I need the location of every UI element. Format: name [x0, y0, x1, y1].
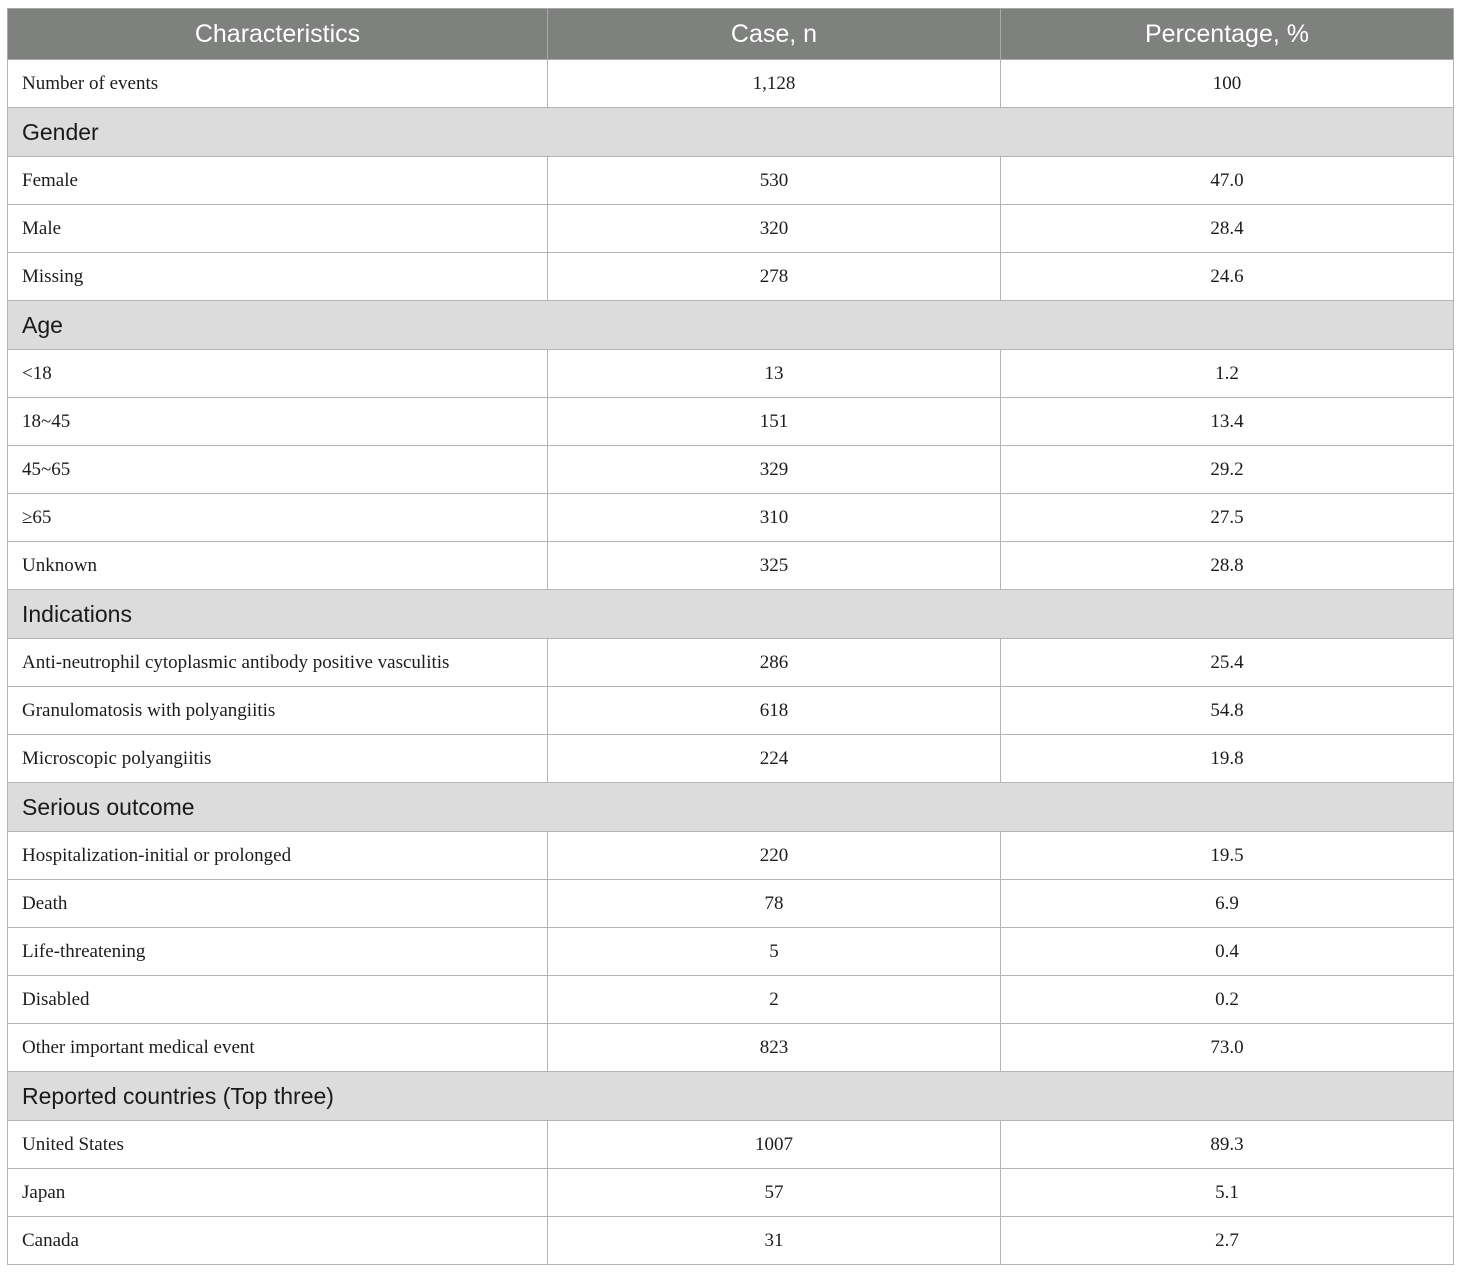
row-percentage: 2.7 [1001, 1217, 1454, 1265]
row-case-count: 57 [548, 1169, 1001, 1217]
row-percentage: 19.8 [1001, 735, 1454, 783]
row-label: Disabled [8, 976, 548, 1024]
header-percentage: Percentage, % [1001, 9, 1454, 60]
row-label: Other important medical event [8, 1024, 548, 1072]
section-header-row [8, 783, 1454, 832]
row-label: United States [8, 1121, 548, 1169]
row-percentage: 29.2 [1001, 446, 1454, 494]
section-title: Gender [8, 108, 1454, 157]
row-case-count: 325 [548, 542, 1001, 590]
table-row [8, 928, 1454, 976]
row-label: Microscopic polyangiitis [8, 735, 548, 783]
table-row [8, 639, 1454, 687]
table-row [8, 157, 1454, 205]
row-case-count: 823 [548, 1024, 1001, 1072]
table-row [8, 880, 1454, 928]
row-percentage: 19.5 [1001, 832, 1454, 880]
row-case-count: 530 [548, 157, 1001, 205]
header-characteristics: Characteristics [8, 9, 548, 60]
row-label: Hospitalization-initial or prolonged [8, 832, 548, 880]
row-percentage: 89.3 [1001, 1121, 1454, 1169]
row-label: Canada [8, 1217, 548, 1265]
row-case-count: 278 [548, 253, 1001, 301]
row-label: Number of events [8, 60, 548, 108]
row-percentage: 6.9 [1001, 880, 1454, 928]
row-case-count: 31 [548, 1217, 1001, 1265]
row-label: Granulomatosis with polyangiitis [8, 687, 548, 735]
characteristics-table [7, 8, 1454, 1265]
table-row [8, 735, 1454, 783]
table-row [8, 1121, 1454, 1169]
table-row [8, 494, 1454, 542]
table-row [8, 687, 1454, 735]
row-case-count: 13 [548, 350, 1001, 398]
row-case-count: 1,128 [548, 60, 1001, 108]
row-case-count: 78 [548, 880, 1001, 928]
table-row [8, 832, 1454, 880]
row-label: Life-threatening [8, 928, 548, 976]
row-case-count: 320 [548, 205, 1001, 253]
row-percentage: 13.4 [1001, 398, 1454, 446]
table-row [8, 1169, 1454, 1217]
row-percentage: 28.8 [1001, 542, 1454, 590]
row-case-count: 2 [548, 976, 1001, 1024]
row-label: 18~45 [8, 398, 548, 446]
row-case-count: 220 [548, 832, 1001, 880]
row-label: Missing [8, 253, 548, 301]
section-header-row [8, 108, 1454, 157]
section-title: Reported countries (Top three) [8, 1072, 1454, 1121]
row-case-count: 618 [548, 687, 1001, 735]
row-percentage: 73.0 [1001, 1024, 1454, 1072]
row-percentage: 0.4 [1001, 928, 1454, 976]
row-percentage: 25.4 [1001, 639, 1454, 687]
table-row [8, 542, 1454, 590]
table-row [8, 398, 1454, 446]
table-row [8, 205, 1454, 253]
row-label: 45~65 [8, 446, 548, 494]
section-title: Indications [8, 590, 1454, 639]
table-row [8, 350, 1454, 398]
section-title: Serious outcome [8, 783, 1454, 832]
row-percentage: 100 [1001, 60, 1454, 108]
row-label: Unknown [8, 542, 548, 590]
section-header-row [8, 590, 1454, 639]
header-case-n: Case, n [548, 9, 1001, 60]
row-percentage: 47.0 [1001, 157, 1454, 205]
row-label: Anti-neutrophil cytoplasmic antibody positive vasculitis [8, 639, 548, 687]
row-percentage: 5.1 [1001, 1169, 1454, 1217]
section-header-row [8, 301, 1454, 350]
row-case-count: 1007 [548, 1121, 1001, 1169]
row-label: Death [8, 880, 548, 928]
row-label: Japan [8, 1169, 548, 1217]
section-header-row [8, 1072, 1454, 1121]
row-percentage: 0.2 [1001, 976, 1454, 1024]
table-row [8, 446, 1454, 494]
table-row [8, 1217, 1454, 1265]
row-percentage: 1.2 [1001, 350, 1454, 398]
row-case-count: 329 [548, 446, 1001, 494]
row-percentage: 27.5 [1001, 494, 1454, 542]
row-case-count: 151 [548, 398, 1001, 446]
row-case-count: 5 [548, 928, 1001, 976]
section-title: Age [8, 301, 1454, 350]
row-percentage: 28.4 [1001, 205, 1454, 253]
row-label: Male [8, 205, 548, 253]
row-label: Female [8, 157, 548, 205]
table-row [8, 253, 1454, 301]
row-percentage: 24.6 [1001, 253, 1454, 301]
row-case-count: 310 [548, 494, 1001, 542]
table-row [8, 976, 1454, 1024]
row-label: <18 [8, 350, 548, 398]
table-body [8, 60, 1454, 1265]
row-label: ≥65 [8, 494, 548, 542]
table-row [8, 1024, 1454, 1072]
summary-row [8, 60, 1454, 108]
header-row [8, 9, 1454, 60]
row-percentage: 54.8 [1001, 687, 1454, 735]
row-case-count: 224 [548, 735, 1001, 783]
row-case-count: 286 [548, 639, 1001, 687]
